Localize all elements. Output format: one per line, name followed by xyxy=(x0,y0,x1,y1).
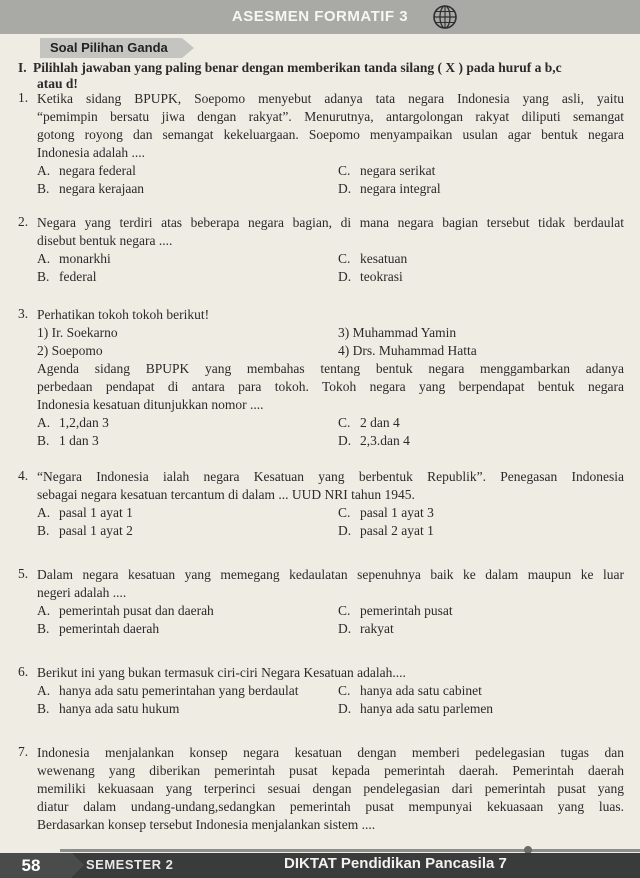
question-number: 6. xyxy=(18,664,29,679)
question-text-line: Ketika sidang BPUPK, Soepomo menyebut adanya tata negara Indonesia yang asli, yaitu xyxy=(37,91,624,106)
question-number: 5. xyxy=(18,566,29,581)
question-5 xyxy=(18,566,624,638)
figure-item: 1) Ir. Soekarno xyxy=(37,325,118,340)
instruction-line-1: Pilihlah jawaban yang paling benar dengan memberikan tanda silang ( X ) pada huruf a b,c xyxy=(33,60,562,75)
option-a[interactable]: A. hanya ada satu pemerintahan yang berdaulat xyxy=(37,683,299,698)
option-c[interactable]: C. 2 dan 4 xyxy=(338,415,400,430)
figure-item: 3) Muhammad Yamin xyxy=(338,325,457,340)
question-text-line: “pemimpin bersatu jiwa dengan rakyat”. Menurutnya, antargolongan rakyat diliputi semangat xyxy=(37,109,624,124)
option-d[interactable]: D. pasal 2 ayat 1 xyxy=(338,523,434,538)
option-c[interactable]: C. pemerintah pusat xyxy=(338,603,453,618)
option-a[interactable]: A. negara federal xyxy=(37,163,136,178)
option-b[interactable]: B. federal xyxy=(37,269,97,284)
option-b[interactable]: B. 1 dan 3 xyxy=(37,433,99,448)
option-b[interactable]: B. hanya ada satu hukum xyxy=(37,701,180,716)
assessment-title: ASESMEN FORMATIF 3 xyxy=(231,8,409,25)
options xyxy=(37,682,624,718)
question-text-line: negeri adalah .... xyxy=(37,585,127,600)
figure-list xyxy=(37,324,624,360)
option-a[interactable]: A. pasal 1 ayat 1 xyxy=(37,505,133,520)
figure-item: 2) Soepomo xyxy=(37,343,103,358)
instruction xyxy=(18,60,618,92)
question-2 xyxy=(18,214,624,286)
question-7 xyxy=(18,744,624,834)
page-number: 58 xyxy=(0,853,72,878)
question-text-line: Dalam negara kesatuan yang memegang kedaulatan sepenuhnya baik ke dalam maupun ke luar xyxy=(37,567,624,582)
question-number: 2. xyxy=(18,214,29,229)
options xyxy=(37,162,624,198)
question-1 xyxy=(18,90,624,198)
question-intro: Perhatikan tokoh tokoh berikut! xyxy=(37,307,210,322)
option-a[interactable]: A. pemerintah pusat dan daerah xyxy=(37,603,214,618)
book-title: DIKTAT Pendidikan Pancasila 7 xyxy=(284,855,507,872)
question-text-line: gotong royong dan semangat kekeluargaan. Soepomo menyampaikan usulan agar bentuk negara xyxy=(37,127,624,142)
semester-label: SEMESTER 2 xyxy=(86,857,174,872)
instruction-number: I. xyxy=(18,60,27,75)
option-c[interactable]: C. hanya ada satu cabinet xyxy=(338,683,482,698)
section-tag: Soal Pilihan Ganda xyxy=(40,38,182,58)
question-text-line: “Negara Indonesia ialah negara Kesatuan yang berbentuk Republik”. Penegasan Indonesia xyxy=(37,469,624,484)
question-text-line: Berdasarkan konsep tersebut Indonesia menjalankan sistem .... xyxy=(37,817,376,832)
options xyxy=(37,250,624,286)
question-3 xyxy=(18,306,624,450)
instruction-line-2: atau d! xyxy=(37,76,78,91)
option-c[interactable]: C. pasal 1 ayat 3 xyxy=(338,505,434,520)
option-a[interactable]: A. monarkhi xyxy=(37,251,111,266)
question-4 xyxy=(18,468,624,540)
option-a[interactable]: A. 1,2,dan 3 xyxy=(37,415,109,430)
question-text-line: Negara yang terdiri atas beberapa negara bagian, di mana negara bagian tersebut tidak berdaulat xyxy=(37,215,624,230)
figure-item: 4) Drs. Muhammad Hatta xyxy=(338,343,477,358)
question-text-line: Agenda sidang BPUPK yang membahas tentang bentuk negara menggambarkan adanya xyxy=(37,361,624,376)
question-text-line: diatur dalam undang-undang,sedangkan pemerintah pusat mempunyai kekuasaan yang luas. xyxy=(37,799,624,814)
option-c[interactable]: C. negara serikat xyxy=(338,163,436,178)
question-6 xyxy=(18,664,624,718)
question-text-line: wewenang yang diberikan pemerintah pusat kepada pemerintah daerah. Pemerintah daerah xyxy=(37,763,624,778)
option-d[interactable]: D. rakyat xyxy=(338,621,394,636)
question-text-line: sebagai negara kesatuan tercantum di dalam ... UUD NRI tahun 1945. xyxy=(37,487,415,502)
question-number: 1. xyxy=(18,90,29,105)
options xyxy=(37,414,624,450)
option-b[interactable]: B. pemerintah daerah xyxy=(37,621,160,636)
option-c[interactable]: C. kesatuan xyxy=(338,251,408,266)
question-text-line: Indonesia kesatuan ditunjukkan nomor .... xyxy=(37,397,264,412)
footer-divider xyxy=(60,849,640,852)
option-d[interactable]: D. hanya ada satu parlemen xyxy=(338,701,494,716)
option-b[interactable]: B. negara kerajaan xyxy=(37,181,145,196)
question-text-line: perbedaan pendapat di antara para tokoh. Tokoh negara yang berpendapat bentuk negara xyxy=(37,379,624,394)
question-text-line: memiliki kekuasaan yang terperinci sesuai dengan pendelegasian dari pemerintah pusat yang xyxy=(37,781,624,796)
globe-icon xyxy=(432,4,458,30)
options xyxy=(37,602,624,638)
option-b[interactable]: B. pasal 1 ayat 2 xyxy=(37,523,133,538)
option-d[interactable]: D. teokrasi xyxy=(338,269,403,284)
question-number: 4. xyxy=(18,468,29,483)
question-text-line: Berikut ini yang bukan termasuk ciri-ciri Negara Kesatuan adalah.... xyxy=(37,665,406,680)
question-text-line: disebut bentuk negara .... xyxy=(37,233,173,248)
option-d[interactable]: D. negara integral xyxy=(338,181,441,196)
question-text-line: Indonesia adalah .... xyxy=(37,145,145,160)
question-number: 7. xyxy=(18,744,29,759)
options xyxy=(37,504,624,540)
question-number: 3. xyxy=(18,306,29,321)
option-d[interactable]: D. 2,3.dan 4 xyxy=(338,433,410,448)
question-text-line: Indonesia menjalankan konsep negara kesatuan dengan memberi pedelegasian tugas dan xyxy=(37,745,624,760)
